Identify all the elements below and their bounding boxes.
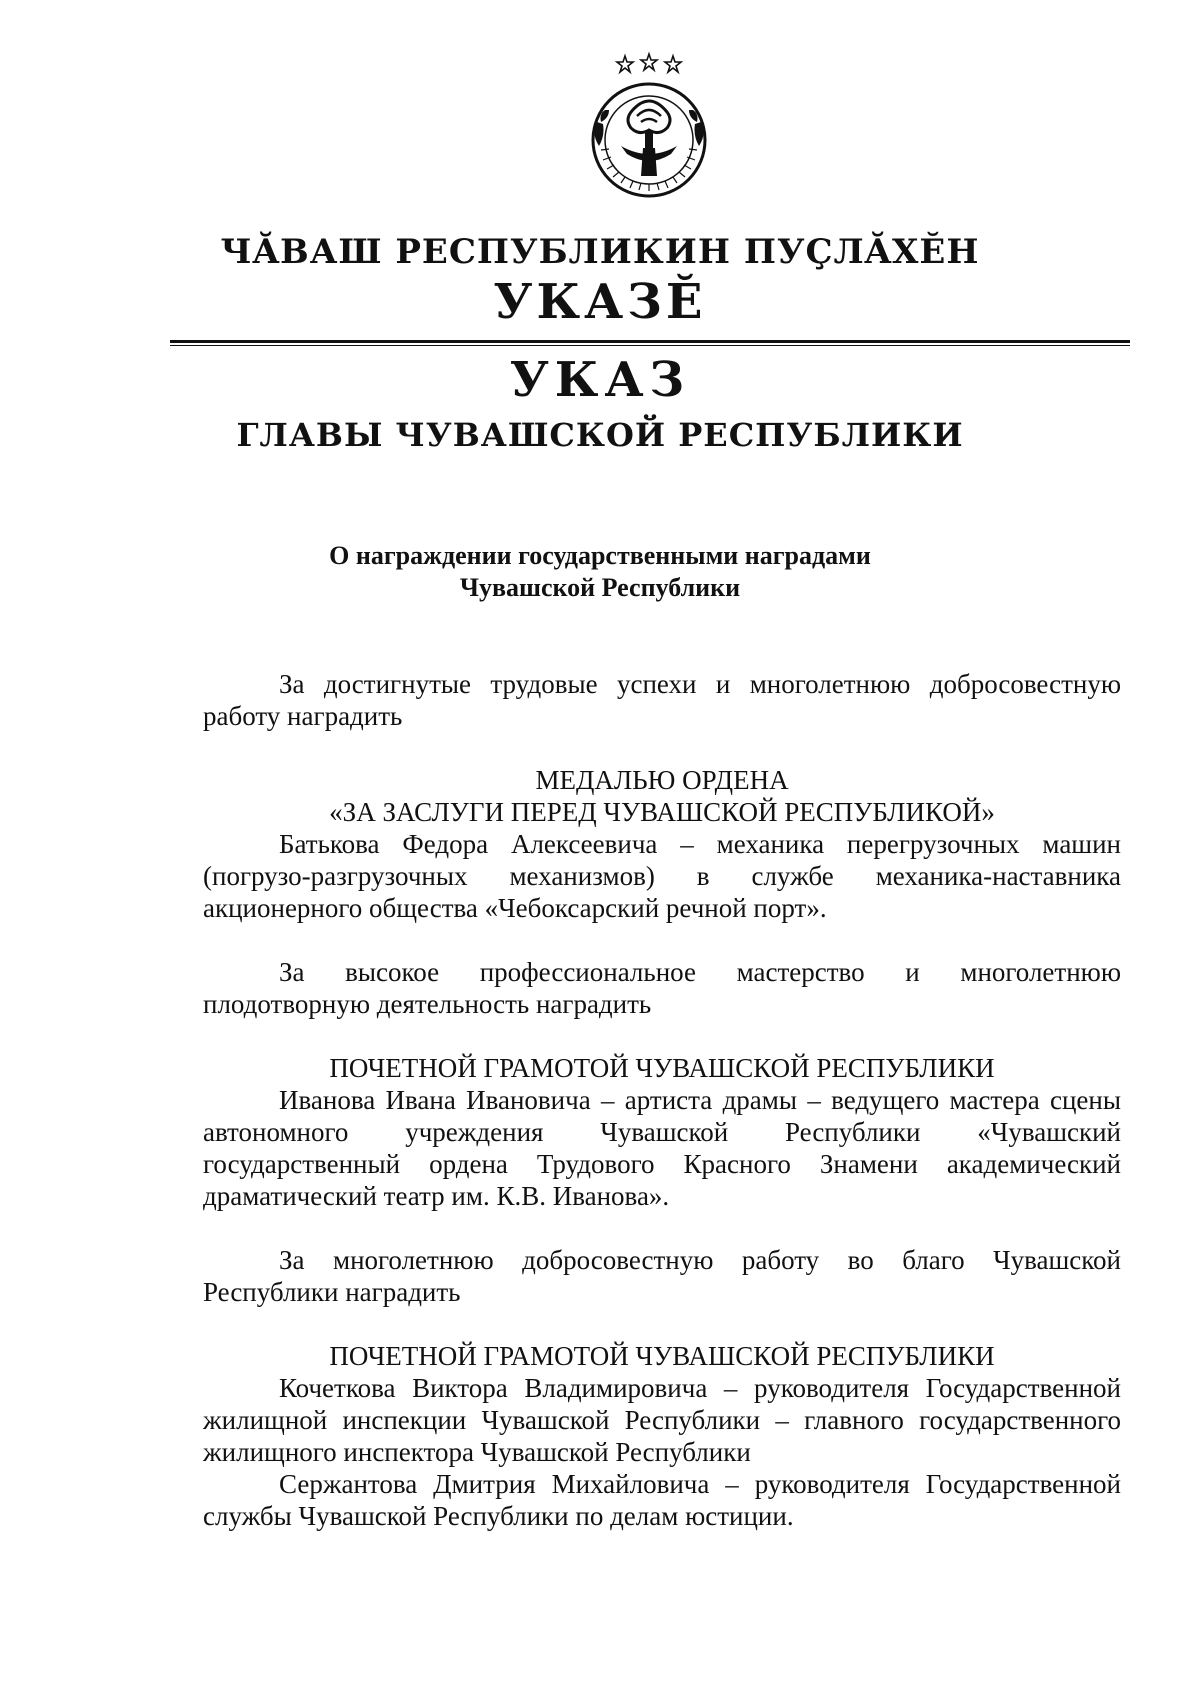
section-1-recipient-1: Батькова Федора Алексеевича – механика перегрузочных машин (погрузо-разгрузочных механизмов) в службе механика-наставника акционерного общества «Чебоксарский речной порт». [203,829,1121,923]
coat-of-arms-icon [575,50,723,202]
section-2-award-line-1: ПОЧЕТНОЙ ГРАМОТОЙ ЧУВАШСКОЙ РЕСПУБЛИКИ [329,1053,995,1083]
decree-body [203,668,1121,1532]
section-2-intro: За высокое профессиональное мастерство и многолетнюю плодотворную деятельность наградить [203,957,1121,1019]
section-3-intro: За многолетнюю добросовестную работу во благо Чувашской Республики наградить [203,1245,1121,1307]
chuvash-header-title: ЧĂВАШ РЕСПУБЛИКИН ПУÇЛĂХĔН [220,232,980,272]
section-1-intro: За достигнутые трудовые успехи и многолетнюю добросовестную работу наградить [203,669,1121,731]
header-divider-thin [170,345,1130,346]
section-3-recipient-2: Сержантова Дмитрия Михайловича – руководителя Государственной службы Чувашской Республики по делам юстиции. [203,1469,1121,1531]
russian-decree-label: УКАЗ [509,352,691,408]
subject-line-1: О награждении государственными наградами [329,541,871,570]
section-2-recipient-1: Иванова Ивана Ивановича – артиста драмы – ведущего мастера сцены автономного учреждения Чувашской Республики «Чувашский государственный ордена Трудового Красного Знамени академический драматический театр им. К.В. Иванова». [203,1085,1121,1211]
chuvash-decree-label: УКАЗĔ [493,274,707,330]
decree-subject [0,540,1200,604]
section-3-award-line-1: ПОЧЕТНОЙ ГРАМОТОЙ ЧУВАШСКОЙ РЕСПУБЛИКИ [329,1341,995,1371]
section-1-award-line-1: МЕДАЛЬЮ ОРДЕНА [535,765,789,795]
subject-line-2: Чувашской Республики [459,573,741,602]
section-3-recipient-1: Кочеткова Виктора Владимировича – руководителя Государственной жилищной инспекции Чувашской Республики – главного государственного жилищного инспектора Чувашской Республики [203,1373,1121,1467]
header-divider [170,340,1130,343]
russian-header-title: ГЛАВЫ ЧУВАШСКОЙ РЕСПУБЛИКИ [236,416,964,454]
section-1-award-line-2: «ЗА ЗАСЛУГИ ПЕРЕД ЧУВАШСКОЙ РЕСПУБЛИКОЙ» [329,797,995,827]
